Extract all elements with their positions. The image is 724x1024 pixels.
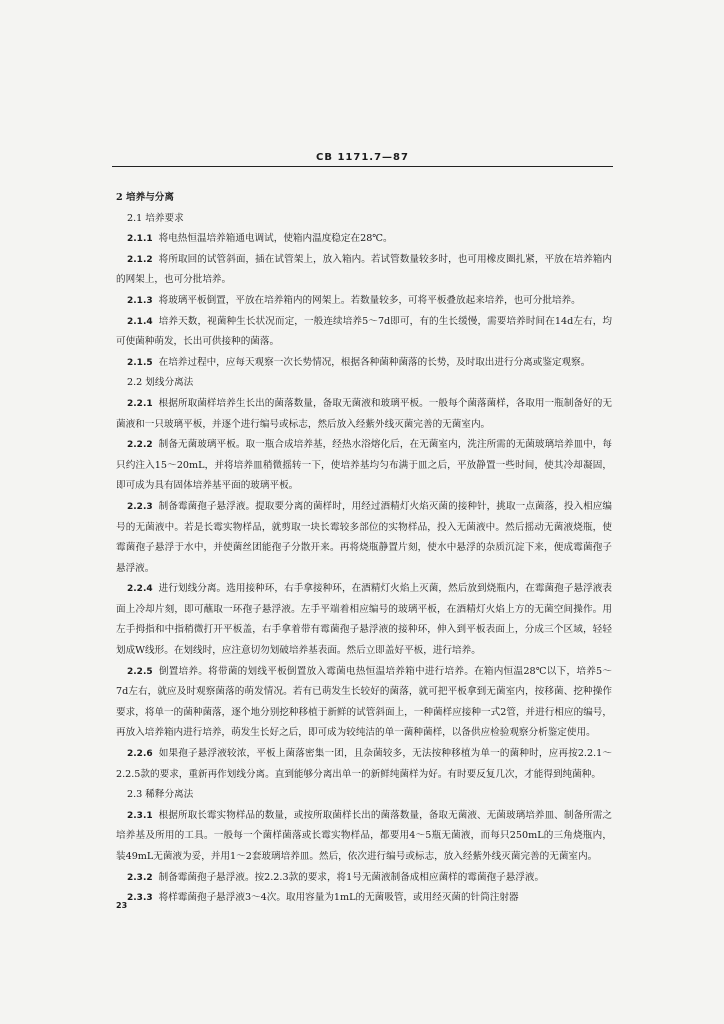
clause-text: 将所取回的试管斜面，插在试管架上，放入箱内。若试管数量较多时，也可用橡皮圈扎紧，平放在培养箱内的网架上，也可分批培养。 xyxy=(116,253,612,286)
clause-paragraph xyxy=(116,250,612,291)
clause-paragraph xyxy=(116,888,612,909)
clause-text: 进行划线分离。选用接种环，右手拿接种环，在酒精灯火焰上灭菌，然后放到烧瓶内，在霉菌孢子悬浮液表面上冷却片刻，即可蘸取一环孢子悬浮液。左手平端着相应编号的玻璃平板，在酒精灯火焰上方的无菌空间操作。用左手拇指和中指稍微打开平板盖，右手拿着带有霉菌孢子悬浮液的接种环，伸入到平板表面上，分成三个区域，轻轻划成W线形。在划线时，应注意切勿划破培养基表面。然后立即盖好平板，进行培养。 xyxy=(116,583,612,657)
subsection-heading: 2.2 划线分离法 xyxy=(127,377,194,389)
clause-number: 2.1.5 xyxy=(127,357,153,368)
clause-text: 将样霉菌孢子悬浮液3～4次。取用容量为1mL的无菌吸管，或用经灭菌的针筒注射器 xyxy=(158,892,519,904)
clause-text: 制备霉菌孢子悬浮液。按2.2.3款的要求，将1号无菌液制备成相应菌样的霉菌孢子悬浮液。 xyxy=(158,871,545,883)
clause-number: 2.1.3 xyxy=(127,295,153,306)
clause-number: 2.2.6 xyxy=(127,749,153,760)
section-heading: 2 培养与分离 xyxy=(116,192,174,203)
header-rule xyxy=(112,166,613,167)
clause-paragraph xyxy=(116,806,612,868)
clause-text: 制备无菌玻璃平板。取一瓶合成培养基，经热水浴熔化后，在无菌室内，洗注所需的无菌玻璃培养皿中，每只约注入15～20mL，并将培养皿稍微摇转一下，使培养基均匀布满于皿之后，平放静置一些时间，使其冷却凝固，即可成为具有固体培养基平面的玻璃平板。 xyxy=(116,439,612,492)
clause-number: 2.2.4 xyxy=(127,584,153,595)
standard-code: CB 1171.7—87 xyxy=(316,152,409,163)
clause-paragraph xyxy=(116,744,612,785)
clause-number: 2.2.2 xyxy=(127,440,153,451)
page-number: 23 xyxy=(116,901,128,910)
clause-number: 2.3.1 xyxy=(127,810,153,821)
clause-text: 将玻璃平板倒置，平放在培养箱内的网架上。若数量较多，可将平板叠放起来培养，也可分批培养。 xyxy=(158,294,581,306)
clause-paragraph xyxy=(116,579,612,661)
clause-number: 2.2.1 xyxy=(127,398,153,409)
clause-number: 2.3.2 xyxy=(127,872,153,883)
clause-text: 制备霉菌孢子悬浮液。提取要分离的菌样时，用经过酒精灯火焰灭菌的接种针，挑取一点菌落，投入相应编号的无菌液中。若是长霉实物样品，就剪取一块长霉较多部位的实物样品，投入无菌液中。然后摇动无菌液烧瓶，使霉菌孢子悬浮于水中，并使菌丝团能孢子分散开来。再将烧瓶静置片刻，使水中悬浮的杂质沉淀下来，便成霉菌孢子悬浮液。 xyxy=(116,500,612,574)
clause-text: 倒置培养。将带菌的划线平板倒置放入霉菌电热恒温培养箱中进行培养。在箱内恒温28℃以下，培养5～7d左右，就应及时观察菌落的萌发情况。若有已萌发生长较好的菌落，就可把平板拿到无菌室内，按移菌、挖种操作要求，将单一的菌种菌落，逐个地分别挖种移植于新鲜的试管斜面上，一种菌样应接种一式2管，并进行相应的编号，再放入培养箱内进行培养，萌发生长好之后，即可成为较纯洁的单一菌种菌样，以备供应检验观察分析鉴定使用。 xyxy=(116,665,612,739)
clause-text: 在培养过程中，应每天观察一次长势情况，根据各种菌种菌落的长势，及时取出进行分离或鉴定观察。 xyxy=(158,356,591,368)
clause-paragraph xyxy=(116,662,612,744)
clause-text: 如果孢子悬浮液较浓，平板上菌落密集一团，且杂菌较多，无法按种移植为单一的菌种时，应再按2.2.1～2.2.5款的要求，重新再作划线分离。直到能够分离出单一的新鲜纯菌样为好。有时要反复几次，才能得到纯菌种。 xyxy=(116,748,612,780)
document-body xyxy=(116,188,612,909)
clause-text: 根据所取长霉实物样品的数量，或按所取菌样长出的菌落数量，备取无菌液、无菌玻璃培养皿、制备所需之培养基及所用的工具。一般每一个菌样菌落或长霉实物样品，都要用4～5瓶无菌液，而每只250mL的三角烧瓶内，装49mL无菌液为妥，并用1～2套玻璃培养皿。然后，依次进行编号或标志，放入经紫外线灭菌完善的无菌室内。 xyxy=(116,809,612,862)
subsection-heading: 2.3 稀释分离法 xyxy=(127,789,194,801)
clause-number: 2.1.2 xyxy=(127,254,153,265)
clause-number: 2.1.1 xyxy=(127,234,153,245)
clause-number: 2.2.3 xyxy=(127,501,153,512)
clause-paragraph xyxy=(116,291,612,312)
clause-paragraph xyxy=(116,497,612,579)
clause-paragraph xyxy=(116,353,612,374)
clause-paragraph xyxy=(116,229,612,250)
clause-number: 2.1.4 xyxy=(127,316,153,327)
clause-number: 2.2.5 xyxy=(127,666,153,677)
subsection-heading: 2.1 培养要求 xyxy=(127,212,184,224)
clause-text: 培养天数，视菌种生长状况而定，一般连续培养5～7d即可，有的生长缓慢，需要培养时间在14d左右，均可使菌种萌发，长出可供接种的菌落。 xyxy=(116,315,612,348)
clause-number: 2.3.3 xyxy=(127,893,153,904)
clause-text: 根据所取菌样培养生长出的菌落数量，备取无菌液和玻璃平板。一般每个菌落菌样，各取用一瓶制备好的无菌液和一只玻璃平板，并逐个进行编号或标志，然后放入经紫外线灭菌完善的无菌室内。 xyxy=(116,397,612,430)
clause-paragraph xyxy=(116,435,612,497)
clause-text: 将电热恒温培养箱通电调试，使箱内温度稳定在28℃。 xyxy=(158,233,393,245)
clause-paragraph xyxy=(116,868,612,889)
clause-paragraph xyxy=(116,394,612,435)
clause-paragraph xyxy=(116,312,612,353)
